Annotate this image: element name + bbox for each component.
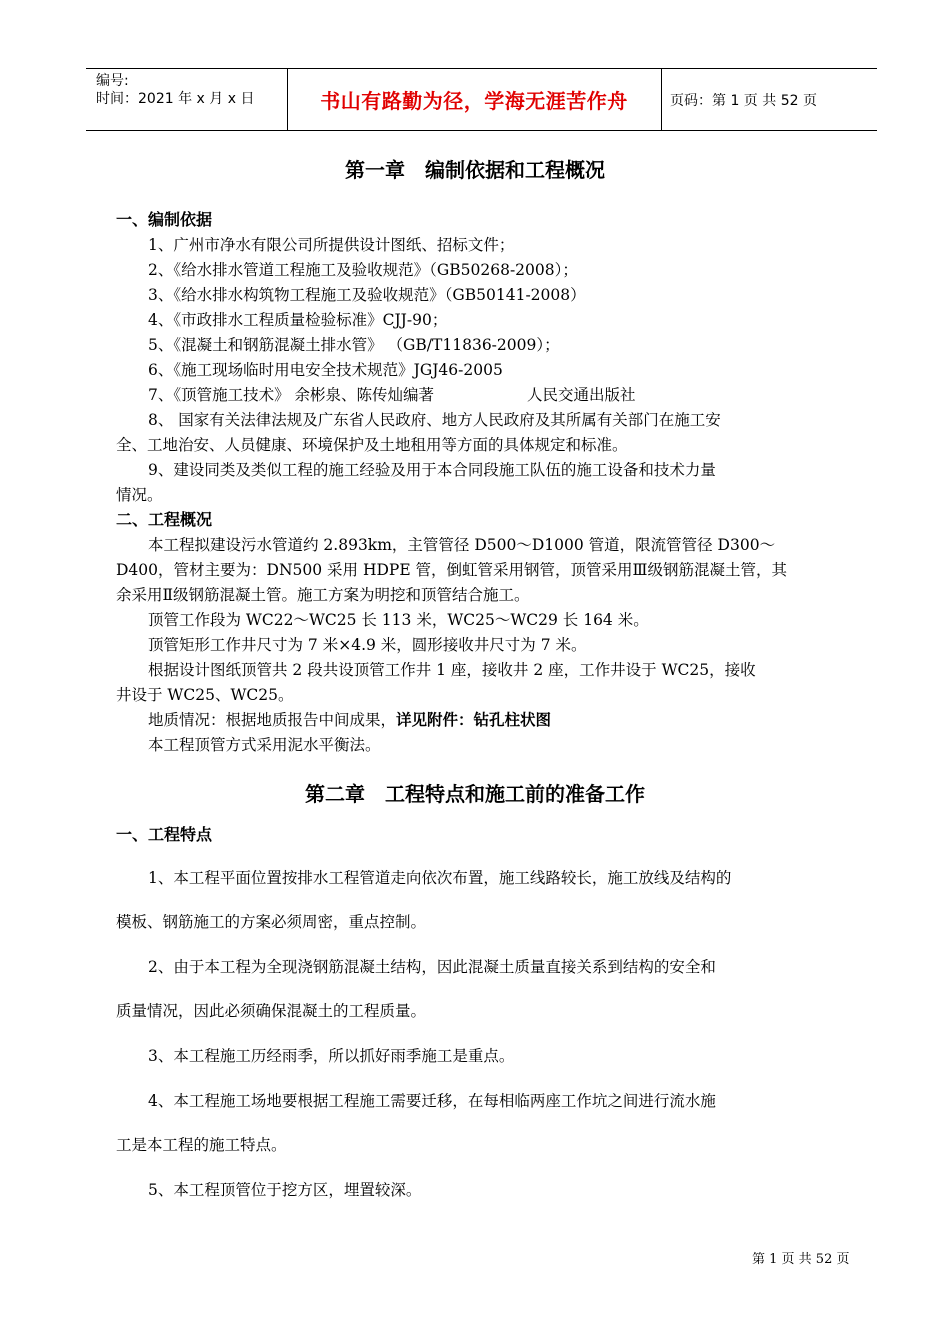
feature-item: 5、本工程顶管位于挖方区，埋置较深。 [148,1181,422,1199]
basis-item: 2、《给水排水管道工程施工及验收规范》（GB50268-2008）； [148,261,578,279]
basis-item: 3、《给水排水构筑物工程施工及验收规范》（GB50141-2008） [148,286,586,304]
basis-item: 5、《混凝土和钢筋混凝土排水管》 （GB/T11836-2009）； [148,336,560,354]
feature-item: 3、本工程施工历经雨季，所以抓好雨季施工是重点。 [148,1047,515,1065]
header-motto [288,69,660,130]
overview-paragraph-cont: 井设于 WC25、WC25。 [116,686,294,704]
geology-paragraph [148,708,551,730]
feature-item-cont: 质量情况，因此必须确保混凝土的工程质量。 [116,1002,427,1020]
feature-item: 1、本工程平面位置按排水工程管道走向依次布置，施工线路较长，施工放线及结构的 [148,869,732,887]
basis-item: 6、《施工现场临时用电安全技术规范》JGJ46-2005 [148,361,503,379]
overview-paragraph: 本工程拟建设污水管道约 2.893km，主管管径 D500～D1000 管道，限流管管径 D300～ [148,536,776,554]
basis-item: 1、广州市净水有限公司所提供设计图纸、招标文件； [148,236,515,254]
overview-paragraph: 顶管矩形工作井尺寸为 7 米×4.9 米，圆形接收井尺寸为 7 米。 [148,636,587,654]
overview-paragraph: 顶管工作段为 WC22～WC25 长 113 米，WC25～WC29 长 164 米。 [148,611,649,629]
overview-paragraph-cont: D400，管材主要为：DN500 采用 HDPE 管，倒虹管采用钢管，顶管采用Ⅲ级钢筋混凝土管，其 [116,561,788,579]
header-page-info: 页码：第 1 页 共 52 页 [670,92,817,109]
overview-paragraph-cont: 余采用Ⅱ级钢筋混凝土管。施工方案为明挖和顶管结合施工。 [116,586,530,604]
section-heading-features: 一、工程特点 [116,825,213,844]
basis-item: 7、《顶管施工技术》 余彬泉、陈传灿编著 人民交通出版社 [148,386,636,404]
feature-item: 4、本工程施工场地要根据工程施工需要迁移，在每相临两座工作坑之间进行流水施 [148,1092,716,1110]
basis-item-9: 9、建设同类及类似工程的施工经验及用于本合同段施工队伍的施工设备和技术力量 [148,461,716,479]
feature-item: 2、由于本工程为全现浇钢筋混凝土结构，因此混凝土质量直接关系到结构的安全和 [148,958,716,976]
basis-item-8-cont: 全、工地治安、人员健康、环境保护及土地租用等方面的具体规定和标准。 [116,436,628,454]
page-footer: 第 1 页 共 52 页 [752,1252,850,1267]
basis-item-8: 8、 国家有关法律法规及广东省人民政府、地方人民政府及其所属有关部门在施工安 [148,411,721,429]
section-heading-overview: 二、工程概况 [116,510,213,529]
header-meta [86,69,286,130]
section-heading-basis: 一、编制依据 [116,210,213,229]
number-label: 编号: [96,73,129,89]
feature-item-cont: 工是本工程的施工特点。 [116,1136,287,1154]
basis-item-9-cont: 情况。 [116,486,163,504]
feature-item-cont: 模板、钢筋施工的方案必须周密，重点控制。 [116,913,427,931]
page-header [86,68,877,131]
motto-text: 书山有路勤为径，学海无涯苦作舟 [320,89,628,113]
time-label: 时间：2021 年 x 月 x 日 [96,91,255,107]
overview-paragraph: 根据设计图纸顶管共 2 段共设顶管工作井 1 座，接收井 2 座，工作井设于 WC25，接收 [148,661,756,679]
geology-attachment-ref: 详见附件：钻孔柱状图 [396,711,552,729]
basis-item: 4、《市政排水工程质量检验标准》CJJ-90； [148,311,448,329]
chapter1-title: 第一章 编制依据和工程概况 [345,158,605,182]
overview-paragraph: 本工程顶管方式采用泥水平衡法。 [148,736,381,754]
chapter2-title: 第二章 工程特点和施工前的准备工作 [305,782,645,806]
geology-text: 地质情况：根据地质报告中间成果， [148,711,397,729]
